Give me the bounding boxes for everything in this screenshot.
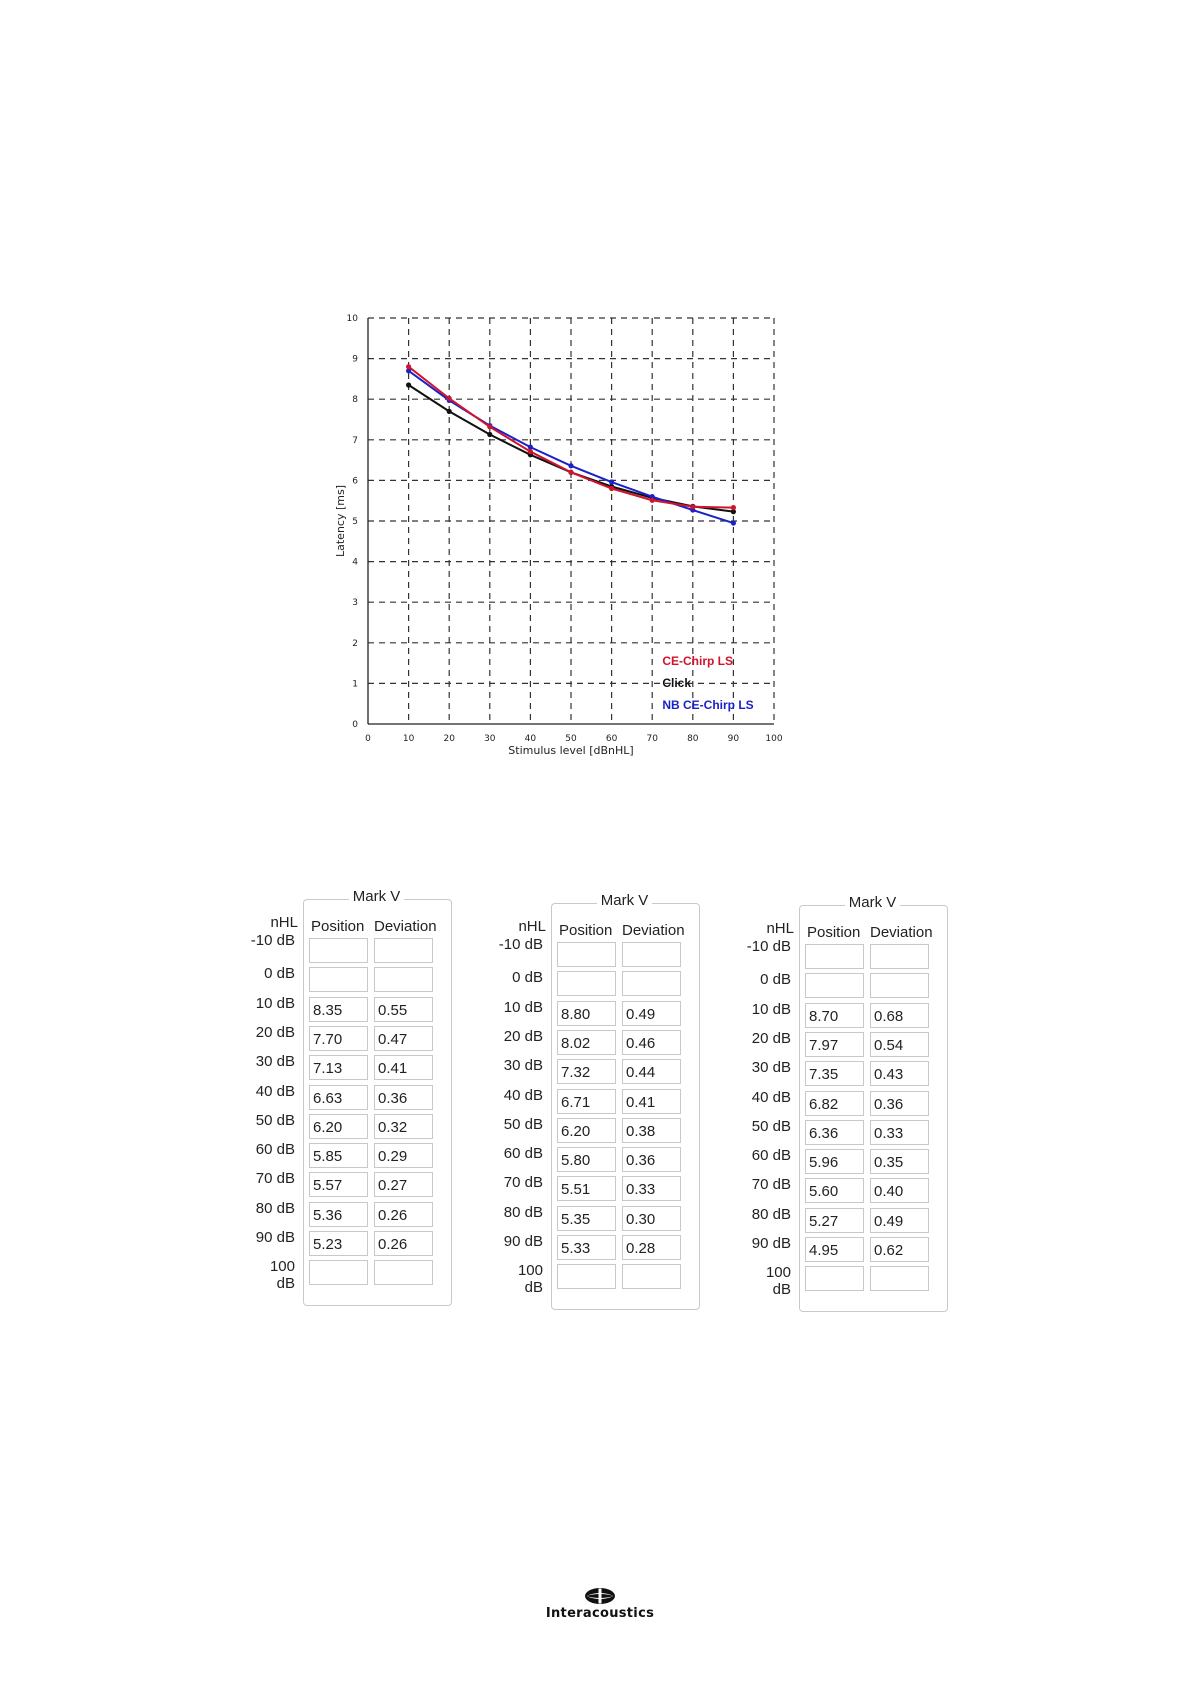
position-field[interactable]: 5.60 bbox=[805, 1178, 864, 1203]
level-label: 30 dB bbox=[255, 1053, 295, 1071]
data-point-0 bbox=[487, 424, 492, 429]
deviation-field[interactable]: 0.68 bbox=[870, 1003, 929, 1028]
level-label: 20 dB bbox=[503, 1027, 543, 1045]
position-field[interactable]: 8.35 bbox=[309, 997, 368, 1022]
deviation-field[interactable] bbox=[870, 973, 929, 998]
deviation-field[interactable] bbox=[622, 971, 681, 996]
deviation-header: Deviation bbox=[374, 918, 437, 935]
panel-title-text: Mark V bbox=[597, 892, 653, 909]
panel-title bbox=[551, 892, 698, 909]
level-label: 50 dB bbox=[503, 1115, 543, 1133]
position-field[interactable]: 5.36 bbox=[309, 1202, 368, 1227]
deviation-field[interactable]: 0.44 bbox=[622, 1059, 681, 1084]
deviation-field[interactable]: 0.36 bbox=[374, 1085, 433, 1110]
data-point-0 bbox=[731, 505, 736, 510]
deviation-field[interactable]: 0.41 bbox=[374, 1055, 433, 1080]
level-label: -10 dB bbox=[250, 932, 295, 949]
y-tick-label: 0 bbox=[352, 720, 358, 730]
interacoustics-logo-icon bbox=[583, 1587, 617, 1605]
deviation-field[interactable]: 0.26 bbox=[374, 1202, 433, 1227]
x-tick-label: 50 bbox=[565, 734, 577, 744]
position-field[interactable]: 5.23 bbox=[309, 1231, 368, 1256]
level-label: 50 dB bbox=[255, 1111, 295, 1129]
position-field[interactable]: 5.85 bbox=[309, 1143, 368, 1168]
level-label: 10 dB bbox=[503, 998, 543, 1016]
panel-title-text: Mark V bbox=[349, 888, 405, 905]
position-header: Position bbox=[807, 924, 861, 941]
x-tick-label: 100 bbox=[765, 734, 783, 744]
position-field[interactable]: 5.33 bbox=[557, 1235, 616, 1260]
level-label: 100 dB bbox=[269, 1258, 295, 1293]
deviation-field[interactable] bbox=[870, 1266, 929, 1291]
level-label: 40 dB bbox=[503, 1086, 543, 1104]
position-field[interactable] bbox=[557, 942, 616, 967]
deviation-field[interactable]: 0.35 bbox=[870, 1149, 929, 1174]
deviation-field[interactable]: 0.36 bbox=[622, 1147, 681, 1172]
position-field[interactable] bbox=[309, 967, 368, 992]
y-tick-label: 3 bbox=[352, 598, 358, 609]
data-point-2 bbox=[731, 520, 736, 525]
y-tick-label: 1 bbox=[352, 679, 358, 690]
mark-v-panel bbox=[746, 888, 1026, 1313]
x-tick-label: 40 bbox=[524, 734, 537, 744]
data-point-0 bbox=[528, 449, 533, 454]
series-line-2 bbox=[409, 371, 734, 523]
level-label: 30 dB bbox=[751, 1059, 791, 1077]
position-field[interactable]: 7.35 bbox=[805, 1061, 864, 1086]
data-point-2 bbox=[528, 445, 533, 450]
data-point-0 bbox=[406, 364, 411, 369]
level-label: 60 dB bbox=[503, 1145, 543, 1163]
level-label: 10 dB bbox=[751, 1000, 791, 1018]
mark-v-panel bbox=[498, 886, 778, 1311]
nhl-header: nHL bbox=[270, 914, 298, 931]
deviation-field[interactable]: 0.55 bbox=[374, 997, 433, 1022]
level-label: 70 dB bbox=[751, 1176, 791, 1194]
level-label: 80 dB bbox=[503, 1203, 543, 1221]
level-label: 60 dB bbox=[255, 1141, 295, 1159]
y-tick-label: 4 bbox=[352, 557, 358, 568]
y-tick-label: 9 bbox=[352, 354, 358, 365]
deviation-field[interactable]: 0.28 bbox=[622, 1235, 681, 1260]
y-axis-title: Latency [ms] bbox=[334, 484, 347, 558]
deviation-field[interactable] bbox=[622, 942, 681, 967]
panel-title bbox=[303, 888, 450, 905]
nhl-header: nHL bbox=[518, 918, 546, 935]
level-label: 100 dB bbox=[517, 1262, 543, 1297]
position-field[interactable]: 5.80 bbox=[557, 1147, 616, 1172]
data-point-0 bbox=[609, 486, 614, 491]
y-tick-label: 10 bbox=[346, 314, 358, 324]
panel-title-text: Mark V bbox=[845, 894, 901, 911]
position-field[interactable]: 7.13 bbox=[309, 1055, 368, 1080]
x-axis-title: Stimulus level [dBnHL] bbox=[508, 744, 634, 757]
deviation-field[interactable]: 0.43 bbox=[870, 1061, 929, 1086]
logo-wordmark: Interacoustics bbox=[545, 1606, 655, 1621]
data-point-2 bbox=[609, 479, 614, 484]
level-label: 0 dB bbox=[760, 971, 791, 989]
mark-v-panel bbox=[250, 882, 530, 1307]
level-label: 20 dB bbox=[255, 1023, 295, 1041]
deviation-field[interactable] bbox=[622, 1264, 681, 1289]
level-label: 40 dB bbox=[255, 1082, 295, 1100]
level-label: 20 dB bbox=[751, 1029, 791, 1047]
position-field[interactable] bbox=[557, 1264, 616, 1289]
deviation-field[interactable] bbox=[374, 1260, 433, 1285]
level-label: 80 dB bbox=[255, 1199, 295, 1217]
position-field[interactable]: 6.82 bbox=[805, 1091, 864, 1116]
deviation-field[interactable]: 0.62 bbox=[870, 1237, 929, 1262]
position-field[interactable]: 5.51 bbox=[557, 1176, 616, 1201]
level-label: 70 dB bbox=[255, 1170, 295, 1188]
x-tick-label: 30 bbox=[484, 734, 496, 744]
position-field[interactable]: 5.35 bbox=[557, 1206, 616, 1231]
interacoustics-logo bbox=[525, 1587, 675, 1627]
panel-title bbox=[799, 894, 946, 911]
deviation-field[interactable]: 0.33 bbox=[870, 1120, 929, 1145]
position-field[interactable]: 7.70 bbox=[309, 1026, 368, 1051]
data-point-2 bbox=[568, 463, 573, 468]
level-label: 70 dB bbox=[503, 1174, 543, 1192]
data-point-1 bbox=[447, 409, 452, 414]
position-field[interactable]: 4.95 bbox=[805, 1237, 864, 1262]
level-label: 90 dB bbox=[255, 1229, 295, 1246]
data-point-1 bbox=[406, 382, 411, 387]
level-label: 90 dB bbox=[751, 1235, 791, 1252]
deviation-header: Deviation bbox=[622, 922, 685, 939]
y-tick-label: 2 bbox=[352, 638, 358, 649]
position-field[interactable]: 6.20 bbox=[309, 1114, 368, 1139]
deviation-field[interactable]: 0.46 bbox=[622, 1030, 681, 1055]
deviation-field[interactable]: 0.32 bbox=[374, 1114, 433, 1139]
y-tick-label: 7 bbox=[352, 435, 358, 446]
position-field[interactable]: 7.97 bbox=[805, 1032, 864, 1057]
level-label: 0 dB bbox=[264, 965, 295, 983]
deviation-field[interactable]: 0.36 bbox=[870, 1091, 929, 1116]
y-tick-label: 6 bbox=[352, 476, 358, 487]
level-label: 50 dB bbox=[751, 1117, 791, 1135]
y-tick-label: 8 bbox=[352, 395, 358, 406]
deviation-field[interactable] bbox=[374, 938, 433, 963]
deviation-field[interactable]: 0.41 bbox=[622, 1089, 681, 1114]
data-point-0 bbox=[447, 396, 452, 401]
position-field[interactable]: 6.36 bbox=[805, 1120, 864, 1145]
deviation-field[interactable]: 0.49 bbox=[622, 1001, 681, 1026]
latency-chart bbox=[334, 310, 832, 770]
deviation-field[interactable] bbox=[870, 944, 929, 969]
x-tick-label: 90 bbox=[727, 734, 740, 744]
level-label: 60 dB bbox=[751, 1147, 791, 1165]
position-field[interactable]: 6.71 bbox=[557, 1089, 616, 1114]
position-field[interactable] bbox=[805, 1266, 864, 1291]
legend-entry: NB CE-Chirp LS bbox=[662, 698, 754, 713]
position-field[interactable] bbox=[309, 1260, 368, 1285]
position-field[interactable]: 6.63 bbox=[309, 1085, 368, 1110]
position-field[interactable]: 5.96 bbox=[805, 1149, 864, 1174]
position-field[interactable]: 8.02 bbox=[557, 1030, 616, 1055]
deviation-field[interactable]: 0.49 bbox=[870, 1208, 929, 1233]
deviation-field[interactable]: 0.26 bbox=[374, 1231, 433, 1256]
data-point-1 bbox=[487, 432, 492, 437]
data-point-0 bbox=[650, 498, 655, 503]
level-label: -10 dB bbox=[746, 938, 791, 955]
deviation-field[interactable]: 0.47 bbox=[374, 1026, 433, 1051]
x-tick-label: 70 bbox=[646, 734, 658, 744]
position-field[interactable] bbox=[805, 973, 864, 998]
position-field[interactable]: 7.32 bbox=[557, 1059, 616, 1084]
data-point-0 bbox=[690, 504, 695, 509]
x-tick-label: 20 bbox=[443, 734, 455, 744]
deviation-field[interactable]: 0.40 bbox=[870, 1178, 929, 1203]
level-label: 10 dB bbox=[255, 994, 295, 1012]
legend-entry: Click bbox=[662, 676, 692, 691]
position-field[interactable] bbox=[805, 944, 864, 969]
level-label: 30 dB bbox=[503, 1057, 543, 1075]
nhl-header: nHL bbox=[766, 920, 794, 937]
x-tick-label: 60 bbox=[605, 734, 618, 744]
position-field[interactable]: 8.80 bbox=[557, 1001, 616, 1026]
x-tick-label: 0 bbox=[365, 734, 371, 744]
deviation-field[interactable] bbox=[374, 967, 433, 992]
legend-entry: CE-Chirp LS bbox=[662, 654, 734, 669]
deviation-field[interactable]: 0.38 bbox=[622, 1118, 681, 1143]
position-field[interactable] bbox=[557, 971, 616, 996]
x-tick-label: 10 bbox=[402, 734, 415, 744]
level-label: 80 dB bbox=[751, 1205, 791, 1223]
level-label: 0 dB bbox=[512, 969, 543, 987]
deviation-field[interactable]: 0.30 bbox=[622, 1206, 681, 1231]
position-header: Position bbox=[559, 922, 613, 939]
position-field[interactable]: 6.20 bbox=[557, 1118, 616, 1143]
position-header: Position bbox=[311, 918, 365, 935]
data-point-0 bbox=[568, 470, 573, 475]
latency-chart-svg bbox=[334, 310, 832, 770]
position-field[interactable] bbox=[309, 938, 368, 963]
level-label: -10 dB bbox=[498, 936, 543, 953]
position-field[interactable]: 5.57 bbox=[309, 1172, 368, 1197]
level-label: 100 dB bbox=[765, 1264, 791, 1299]
deviation-header: Deviation bbox=[870, 924, 933, 941]
deviation-field[interactable]: 0.33 bbox=[622, 1176, 681, 1201]
deviation-field[interactable]: 0.54 bbox=[870, 1032, 929, 1057]
level-label: 40 dB bbox=[751, 1088, 791, 1106]
x-tick-label: 80 bbox=[687, 734, 699, 744]
deviation-field[interactable]: 0.27 bbox=[374, 1172, 433, 1197]
position-field[interactable]: 5.27 bbox=[805, 1208, 864, 1233]
level-label: 90 dB bbox=[503, 1233, 543, 1250]
position-field[interactable]: 8.70 bbox=[805, 1003, 864, 1028]
deviation-field[interactable]: 0.29 bbox=[374, 1143, 433, 1168]
y-tick-label: 5 bbox=[352, 517, 358, 527]
